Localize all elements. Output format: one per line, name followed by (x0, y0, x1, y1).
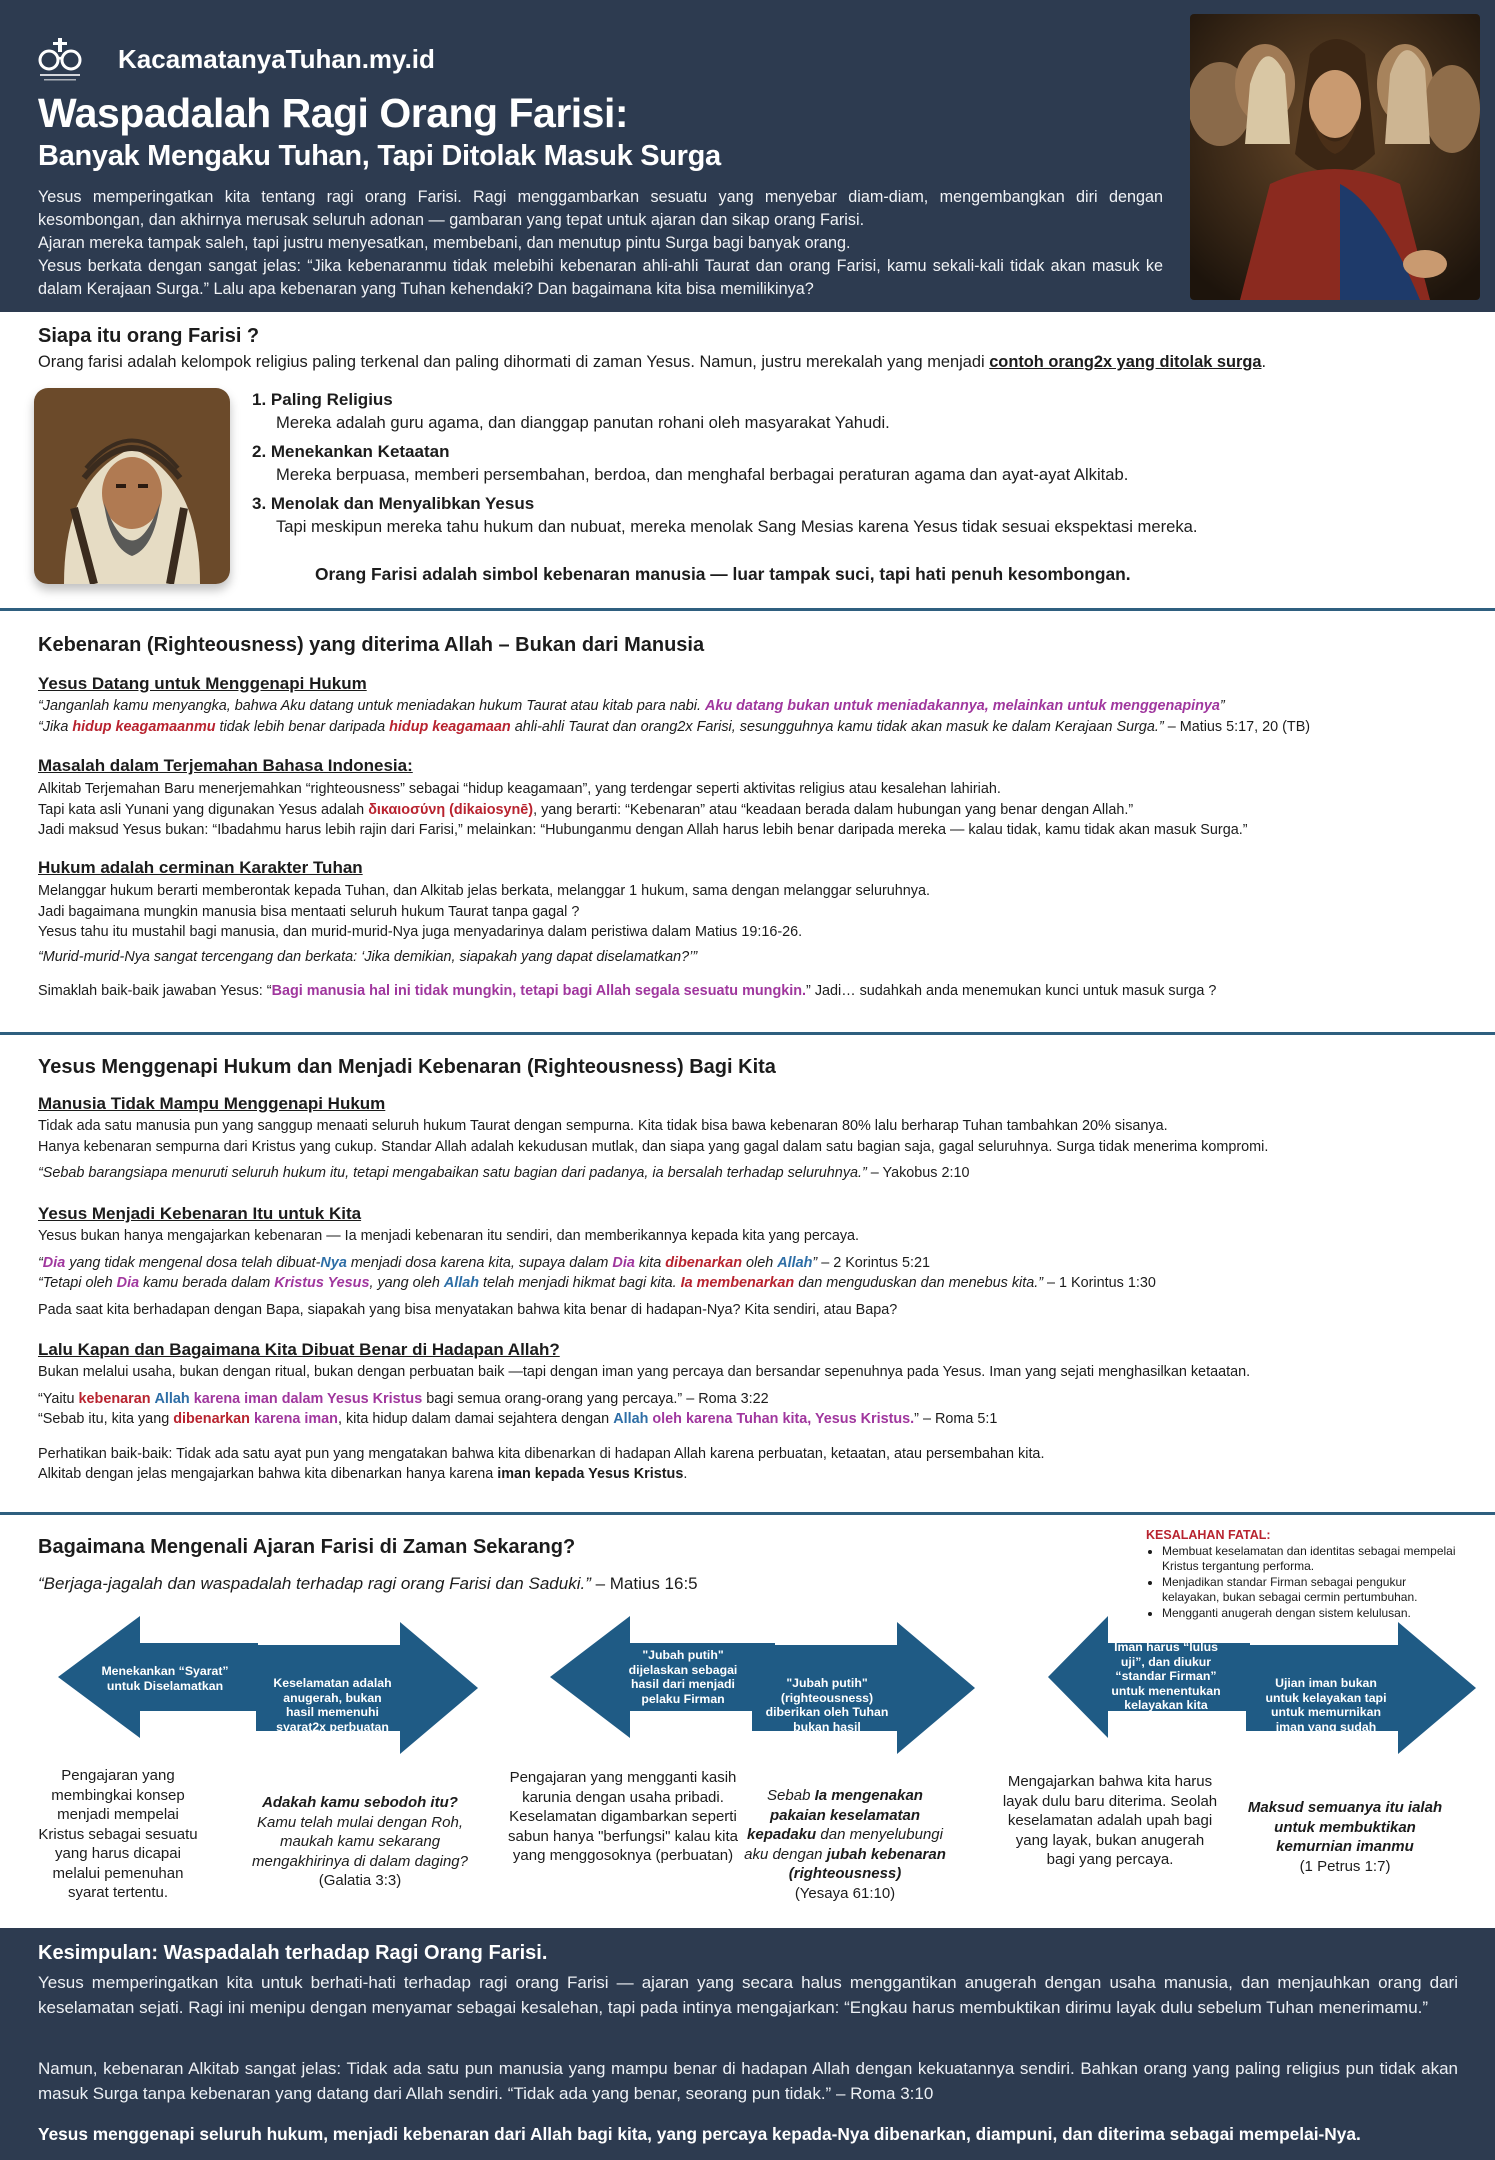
jesus-painting-image (1190, 14, 1480, 300)
column-scripture: Maksud semuanya itu ialah untuk membuktikan kemurnian imanmu (1 Petrus 1:7) (1247, 1799, 1443, 1875)
column-scripture: Adakah kamu sebodoh itu? Kamu telah mulai dengan Roh, maukah kamu sekarang mengakhirinya di dalam daging? (Galatia 3:3) (252, 1794, 468, 1889)
section-recognize-title: Bagaimana Mengenali Ajaran Farisi di Zaman Sekarang? (38, 1536, 576, 1558)
conclusion-final-statement: Yesus menggenapi seluruh hukum, menjadi kebenaran dari Allah bagi kita, yang percaya kepada-Nya dibenarkan, diampuni, dan diterima sebagai mempelai-Nya. (38, 2124, 1361, 2144)
conclusion-paragraph: Yesus memperingatkan kita untuk berhati-hati terhadap ragi orang Farisi — ajaran yang secara halus menggantikan anugerah dengan usaha manusia, dan menjauhkan orang dari keselamatan sejati. Ragi ini menipu dengan menyamar sebagai kesalehan, tapi pada intinya mengajarkan: “Engkau harus membuktikan dirimu layak dulu sebelum Tuhan menerimamu.” (38, 1973, 1458, 2017)
site-name[interactable]: KacamatanyaTuhan.my.id (118, 44, 435, 74)
pharisee-summary: Orang Farisi adalah simbol kebenaran manusia — luar tampak suci, tapi hati penuh kesombongan. (315, 564, 1131, 584)
trait-title: 3. Menolak dan Menyalibkan Yesus (252, 494, 535, 513)
law-mirror-text: Melanggar hukum berarti memberontak kepada Tuhan, dan Alkitab jelas berkata, melanggar 1 hukum, sama dengan melanggar seluruhnya. Jadi bagaimana mungkin manusia bisa mentaati seluruh hukum Taurat tanpa gagal ? Yesus tahu itu mustahil bagi manusia, dan murid-murid-Nya juga menyadarinya dalam peristiwa dalam Matius 19:16-26. “Murid-murid-Nya sangat tercengang dan berkata: ‘Jika demikian, siapakah yang dapat diselamatkan?’” Simaklah baik-baik jawaban Yesus: “Bagi manusia hal ini tidak mungkin, tetapi bagi Allah segala sesuatu mungkin.” Jadi… sudahkah anda menemukan kunci untuk masuk surga ? (38, 883, 1217, 999)
header-banner (0, 0, 1495, 312)
column-explanation: Mengajarkan bahwa kita harus layak dulu baru diterima. Seolah keselamatan adalah upah bagi yang layak, bukan anugerah bagi yang percaya. (1002, 1773, 1218, 1868)
fatal-mistake-item: • Membuat keselamatan dan identitas sebagai mempelai Kristus tergantung performa. (1162, 1544, 1466, 1574)
trait-title: 2. Menekankan Ketaatan (252, 442, 450, 461)
arrow-label: Ujian iman bukan untuk kelayakan tapi untuk memurnikan iman yang sudah menyelamatkan (1265, 1676, 1387, 1748)
subheading-translation-problem: Masalah dalam Terjemahan Bahasa Indonesia: (38, 756, 413, 775)
arrow-label: Keselamatan adalah anugerah, bukan hasil memenuhi syarat2x perbuatan (273, 1676, 392, 1734)
section-divider (0, 1512, 1495, 1515)
section-who-pharisees-title: Siapa itu orang Farisi ? (38, 325, 260, 347)
column-explanation: Pengajaran yang mengganti kasih karunia dengan usaha pribadi. Keselamatan digambarkan seperti sabun hanya "berfungsi" kalau kita yang menggosoknya (perbuatan) (508, 1769, 738, 1864)
subheading-when-how: Lalu Kapan dan Bagaimana Kita Dibuat Benar di Hadapan Allah? (38, 1340, 560, 1359)
fatal-mistake-item: • Mengganti anugerah dengan sistem kelulusan. (1162, 1606, 1466, 1621)
subheading-fulfill-law: Yesus Datang untuk Menggenapi Hukum (38, 674, 367, 693)
arrow-label: "Jubah putih" (righteousness) diberikan oleh Tuhan bukan hasil perbuatan manusia (765, 1676, 889, 1748)
when-how-text: Bukan melalui usaha, bukan dengan ritual, bukan dengan perbuatan baik —tapi dengan iman yang percaya dan bersandar sepenuhnya pada Yesus. Iman yang sejati menghasilkan ketaatan. “Yaitu kebenaran Allah karena iman dalam Yesus Kristus bagi semua orang-orang yang percaya.” – Roma 3:22 “Sebab itu, kita yang dibenarkan karena iman, kita hidup dalam damai sejahtera dengan Allah oleh karena Tuhan kita, Yesus Kristus.” – Roma 5:1 Perhatikan baik-baik: Tidak ada satu ayat pun yang mengatakan bahwa kita dibenarkan di hadapan Allah karena perbuatan, ketaatan, atau persembahan kita. Alkitab dengan jelas mengajarkan bahwa kita dibenarkan hanya karena iman kepada Yesus Kristus. (38, 1364, 1251, 1482)
section-divider (0, 1032, 1495, 1035)
conclusion-banner (0, 1928, 1495, 2160)
arrow-label: Menekankan “Syarat” untuk Diselamatkan (101, 1664, 229, 1693)
trait-title: 1. Paling Religius (252, 390, 393, 409)
subheading-law-mirror: Hukum adalah cerminan Karakter Tuhan (38, 858, 363, 877)
matthew-quote: “Berjaga-jagalah dan waspadalah terhadap ragi orang Farisi dan Saduki.” – Matius 16:5 (38, 1574, 698, 1593)
intro-text: Yesus memperingatkan kita tentang ragi orang Farisi. Ragi menggambarkan sesuatu yang menyebar diam-diam, mengembangkan diri dengan kesombongan, dan akhirnya merusak seluruh adonan — gambaran yang tepat untuk ajaran dan sikap orang Farisi. Ajaran mereka tampak saleh, tapi justru menyesatkan, membebani, dan menutup pintu Surga bagi banyak orang. Yesus berkata dengan sangat jelas: “Jika kebenaranmu tidak melebihi kebenaran ahli-ahli Taurat dan orang Farisi, kamu sekali-kali tidak akan masuk ke dalam Kerajaan Surga.” Lalu apa kebenaran yang Tuhan kehendaki? Dan bagaimana kita bisa memilikinya? (38, 188, 1163, 298)
translation-problem-text: Alkitab Terjemahan Baru menerjemahkan “righteousness” sebagai “hidup keagamaan”, yang terdengar seperti aktivitas religius atau kesalehan lahiriah. Tapi kata asli Yunani yang digunakan Yesus adalah δικαιοσύνη (dikaiosynē), yang berarti: “Kebenaran” atau “keadaan berada dalam hubungan yang benar dengan Allah.” Jadi maksud Yesus bukan: “Ibadahmu harus lebih rajin dari Farisi,” melainkan: “Hubunganmu dengan Allah harus lebih benar daripada mereka — kalau tidak, kamu tidak akan masuk Surga.” (38, 781, 1248, 838)
arrow-label: Iman harus “lulus uji”, dan diukur “standar Firman” untuk menentukan kelayakan kita (1111, 1640, 1221, 1712)
section-who-pharisees-desc: Orang farisi adalah kelompok religius paling terkenal dan paling dihormati di zaman Yesus. Namun, justru merekalah yang menjadi contoh orang2x yang ditolak surga. (38, 353, 1267, 371)
page-title: Waspadalah Ragi Orang Farisi: (38, 90, 629, 136)
trait-desc: Mereka adalah guru agama, dan dianggap panutan rohani oleh masyarakat Yahudi. (276, 413, 890, 432)
fatal-mistakes-title: KESALAHAN FATAL: (1146, 1528, 1271, 1542)
pharisee-traits-list (252, 388, 1452, 546)
column-scripture: Sebab Ia mengenakan pakaian keselamatan kepadaku dan menyelubungi aku dengan jubah kebenaran (righteousness) (Yesaya 61:10) (744, 1787, 946, 1902)
column-explanation: Pengajaran yang membingkai konsep menjadi mempelai Kristus sebagai sesuatu yang harus dicapai melalui pemenuhan syarat tertentu. (38, 1767, 198, 1901)
arrow-label: "Jubah putih" dijelaskan sebagai hasil dari menjadi pelaku Firman (628, 1648, 738, 1706)
conclusion-paragraph: Namun, kebenaran Alkitab sangat jelas: Tidak ada satu pun manusia yang mampu benar di hadapan Allah dengan kekuatannya sendiri. Bahkan orang yang paling religius pun tidak akan masuk Surga tanpa kebenaran yang datang dari Allah sendiri. “Tidak ada yang benar, seorang pun tidak.” – Roma 3:10 (38, 2059, 1458, 2103)
fulfill-law-quotes: “Janganlah kamu menyangka, bahwa Aku datang untuk meniadakan hukum Taurat atau kitab para nabi. Aku datang bukan untuk meniadakannya, melainkan untuk menggenapinya” “Jika hidup keagamaanmu tidak lebih benar daripada hidup keagamaan ahli-ahli Taurat dan orang2x Farisi, sesungguhnya kamu tidak akan masuk ke dalam Kerajaan Surga.” – Matius 5:17, 20 (TB) (38, 698, 1311, 735)
subheading-man-cannot: Manusia Tidak Mampu Menggenapi Hukum (38, 1094, 386, 1113)
fatal-mistake-item: • Menjadikan standar Firman sebagai pengukur kelayakan, bukan sebagai cermin pertumbuhan. (1162, 1575, 1466, 1605)
glasses-logo-icon (36, 36, 84, 84)
pharisee-portrait-image (34, 388, 230, 584)
section-righteousness-title: Kebenaran (Righteousness) yang diterima Allah – Bukan dari Manusia (38, 634, 705, 656)
subheading-jesus-becomes: Yesus Menjadi Kebenaran Itu untuk Kita (38, 1204, 362, 1223)
section-jesus-fulfills-title: Yesus Menggenapi Hukum dan Menjadi Kebenaran (Righteousness) Bagi Kita (38, 1056, 776, 1078)
trait-desc: Mereka berpuasa, memberi persembahan, berdoa, dan menghafal berbagai peraturan agama dan ayat-ayat Alkitab. (276, 465, 1129, 484)
conclusion-title: Kesimpulan: Waspadalah terhadap Ragi Orang Farisi. (38, 1942, 548, 1964)
trait-desc: Tapi meskipun mereka tahu hukum dan nubuat, mereka menolak Sang Mesias karena Yesus tidak sesuai ekspektasi mereka. (276, 517, 1198, 536)
jesus-becomes-text: Yesus bukan hanya mengajarkan kebenaran — Ia menjadi kebenaran itu sendiri, dan memberikannya kepada kita yang percaya. “Dia yang tidak mengenal dosa telah dibuat-Nya menjadi dosa karena kita, supaya dalam Dia kita dibenarkan oleh Allah” – 2 Korintus 5:21 “Tetapi oleh Dia kamu berada dalam Kristus Yesus, yang oleh Allah telah menjadi hikmat bagi kita. Ia membenarkan dan menguduskan dan menebus kita.” – 1 Korintus 1:30 Pada saat kita berhadapan dengan Bapa, siapakah yang bisa menyatakan bahwa kita benar di hadapan-Nya? Kita sendiri, atau Bapa? (38, 1228, 1156, 1318)
man-cannot-text: Tidak ada satu manusia pun yang sanggup menaati seluruh hukum Taurat dengan sempurna. Kita tidak bisa bawa kebenaran 80% lalu berharap Tuhan tambahkan 20% sisanya. Hanya kebenaran sempurna dari Kristus yang cukup. Standar Allah adalah kekudusan mutlak, dan siapa yang gagal dalam satu bagian saja, gagal seluruhnya. Surga tidak menerima kompromi. “Sebab barangsiapa menuruti seluruh hukum itu, tetapi mengabaikan satu bagian dari padanya, ia bersalah terhadap seluruhnya.” – Yakobus 2:10 (38, 1118, 1269, 1181)
section-divider (0, 608, 1495, 611)
page-subtitle: Banyak Mengaku Tuhan, Tapi Ditolak Masuk Surga (38, 140, 721, 172)
